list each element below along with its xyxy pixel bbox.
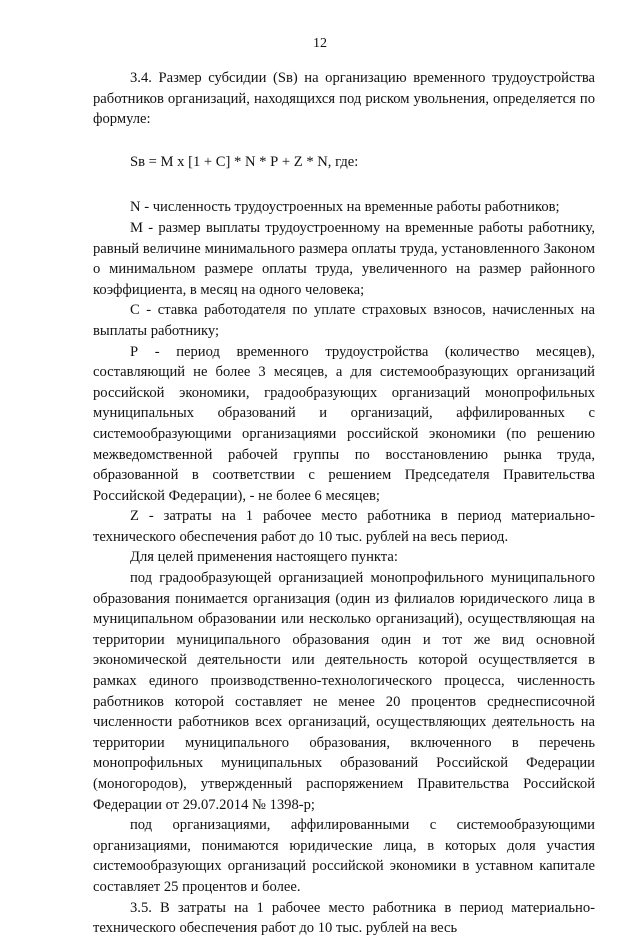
paragraph-3-5: 3.5. В затраты на 1 рабочее место работника в период материально-технического обеспечения работ до 10 тыс. рублей на весь (93, 899, 595, 937)
paragraph-3-4-intro: 3.4. Размер субсидии (Sв) на организацию временного трудоустройства работников организаций, находящихся под риском увольнения, определяется по формуле: (93, 70, 595, 128)
subsidy-formula: Sв = М х [1 + С] * N * Р + Z * N, где: (130, 153, 359, 170)
document-body (93, 68, 595, 939)
paragraph-purposes: Для целей применения настоящего пункта: (130, 549, 398, 566)
definition-n: N - численность трудоустроенных на временные работы работников; (130, 199, 560, 216)
definition-z: Z - затраты на 1 рабочее место работника в период материально-технического обеспечения работ до 10 тыс. рублей на весь период. (93, 508, 595, 545)
definition-p: Р - период временного трудоустройства (количество месяцев), составляющий не более 3 месяцев, а для системообразующих организаций российской экономики, градообразующих организаций монопрофильных муниципальных образований и организаций, аффилированных с системообразующими организациями российской экономики (по решению межведомственной рабочей группы по восстановлению рынка труда, образованной в соответствии с решением Председателя Правительства Российской Федерации), - не более 6 месяцев; (93, 343, 595, 504)
paragraph-town-forming-organization: под градообразующей организацией монопрофильного муниципального образования понимается организация (один из филиалов юридического лица в муниципальном образовании или несколько организаций), осуществляющая на территории муниципального образования один и тот же вид основной экономической деятельности или деятельность которой осуществляется в рамках единого производственно-технологического процесса, численность работников которой составляет не менее 20 процентов среднесписочной численности работников всех организаций, осуществляющих деятельность на территории муниципального образования, включенного в перечень монопрофильных муниципальных образований Российской Федерации (моногородов), утвержденный распоряжением Правительства Российской Федерации от 29.07.2014 № 1398-р; (93, 570, 595, 813)
paragraph-affiliated-organizations: под организациями, аффилированными с системообразующими организациями, понимаются юридические лица, в которых доля участия системообразующих организаций российской экономики в уставном капитале составляет 25 процентов и более. (93, 817, 595, 895)
definition-m: М - размер выплаты трудоустроенному на временные работы работнику, равный величине минимального размера оплаты труда, установленного Законом о минимальном размере оплаты труда, увеличенного на размер районного коэффициента, в месяц на одного человека; (93, 219, 595, 298)
definition-c: С - ставка работодателя по уплате страховых взносов, начисленных на выплаты работнику; (93, 302, 595, 339)
page-number: 12 (313, 36, 327, 51)
